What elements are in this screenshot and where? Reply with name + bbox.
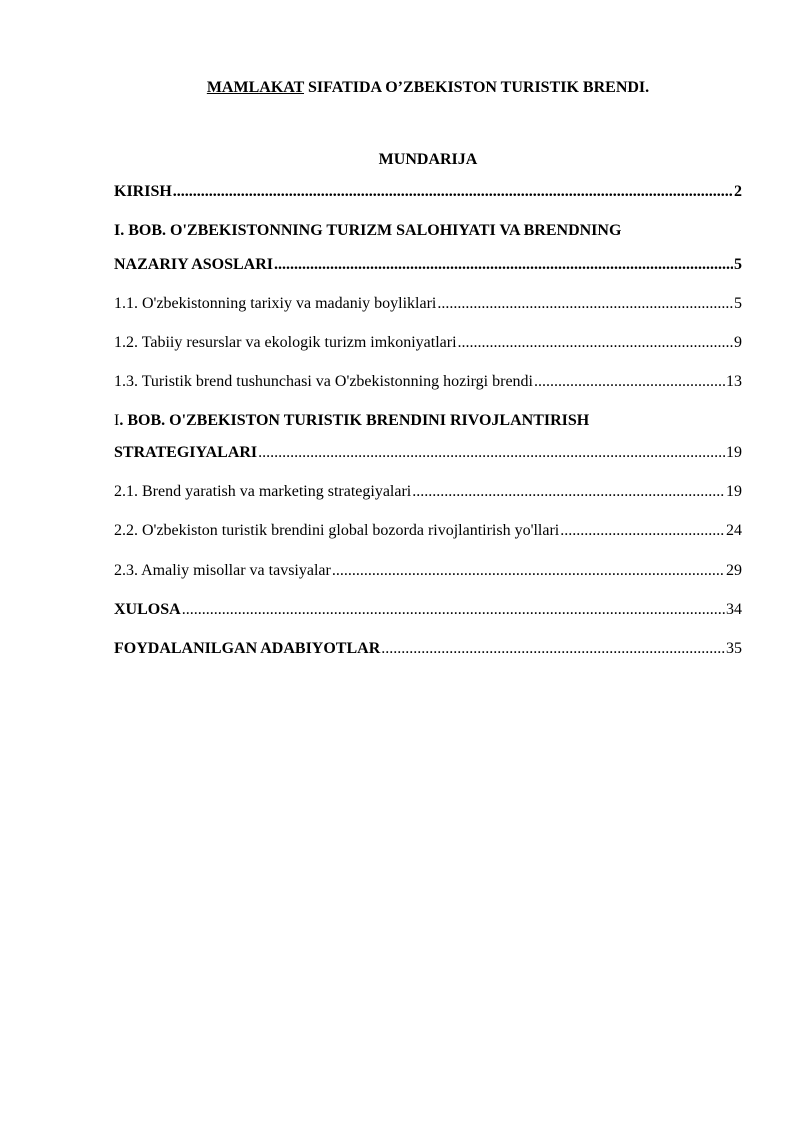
toc-entry-page: 35 xyxy=(726,640,742,657)
toc-entry-kirish[interactable] xyxy=(114,180,742,204)
toc-entry-page: 29 xyxy=(726,562,742,579)
toc-entry-label: KIRISH xyxy=(114,183,172,200)
toc-entry-bob1[interactable] xyxy=(114,253,742,277)
bob2-prefix: I xyxy=(114,412,120,429)
toc-entry-adabiyotlar[interactable] xyxy=(114,637,742,661)
toc-entry-label: XULOSA xyxy=(114,601,181,618)
toc-entry-1-3[interactable] xyxy=(114,370,742,394)
toc-entry-2-1[interactable] xyxy=(114,480,742,504)
toc-entry-1-1[interactable] xyxy=(114,292,742,316)
title-rest: SIFATIDA O’ZBEKISTON TURISTIK BRENDI. xyxy=(304,79,650,96)
toc-entry-1-2[interactable] xyxy=(114,331,742,355)
toc-leader-dots xyxy=(173,180,733,204)
toc-entry-label: 1.3. Turistik brend tushunchasi va O'zbekistonning hozirgi brendi xyxy=(114,373,533,390)
toc-leader-dots xyxy=(437,292,733,316)
toc-entry-label: 1.1. O'zbekistonning tarixiy va madaniy boyliklari xyxy=(114,295,437,312)
toc-entry-2-3[interactable] xyxy=(114,559,742,583)
toc-entry-page: 34 xyxy=(726,601,742,618)
toc-entry-label: 2.2. O'zbekiston turistik brendini global bozorda rivojlantirish yo'llari xyxy=(114,522,560,539)
toc-leader-dots xyxy=(274,253,733,277)
toc-entry-page: 9 xyxy=(734,334,742,351)
toc-entry-label: NAZARIY ASOSLARI xyxy=(114,256,273,273)
toc-entry-label: FOYDALANILGAN ADABIYOTLAR xyxy=(114,640,381,657)
toc-entry-xulosa[interactable] xyxy=(114,598,742,622)
toc-leader-dots xyxy=(412,480,725,504)
toc-entry-page: 5 xyxy=(734,256,742,273)
toc-leader-dots xyxy=(258,441,725,465)
toc-entry-page: 19 xyxy=(726,483,742,500)
toc-entry-label: STRATEGIYALARI xyxy=(114,444,258,461)
toc-entry-page: 5 xyxy=(734,295,742,312)
toc-entry-2-2[interactable] xyxy=(114,519,742,543)
toc-entry-page: 13 xyxy=(726,373,742,390)
toc-entry-bob2-line1[interactable] xyxy=(114,409,742,433)
toc-entry-label: 1.2. Tabiiy resurslar va ekologik turizm imkoniyatlari xyxy=(114,334,457,351)
toc-entry-bob1-line1[interactable]: I. BOB. O'ZBEKISTONNING TURIZM SALOHIYATI VA BRENDNING xyxy=(114,222,622,239)
title-underlined-word: MAMLAKAT xyxy=(206,79,305,96)
toc-entry-page: 19 xyxy=(726,444,742,461)
toc-leader-dots xyxy=(332,559,725,583)
toc-leader-dots xyxy=(458,331,733,355)
bob2-line1-text: . BOB. O'ZBEKISTON TURISTIK BRENDINI RIVOJLANTIRISH xyxy=(119,412,590,429)
toc-leader-dots xyxy=(182,598,725,622)
toc-entry-page: 24 xyxy=(726,522,742,539)
toc-entry-page: 2 xyxy=(734,183,742,200)
toc-entry-label: 2.3. Amaliy misollar va tavsiyalar xyxy=(114,562,331,579)
toc-leader-dots xyxy=(534,370,725,394)
document-title xyxy=(114,77,742,99)
toc-leader-dots xyxy=(560,519,725,543)
toc-entry-label: 2.1. Brend yaratish va marketing strategiyalari xyxy=(114,483,412,500)
toc-heading: MUNDARIJA xyxy=(378,151,478,168)
toc-leader-dots xyxy=(381,637,725,661)
toc-entry-bob2[interactable] xyxy=(114,441,742,465)
